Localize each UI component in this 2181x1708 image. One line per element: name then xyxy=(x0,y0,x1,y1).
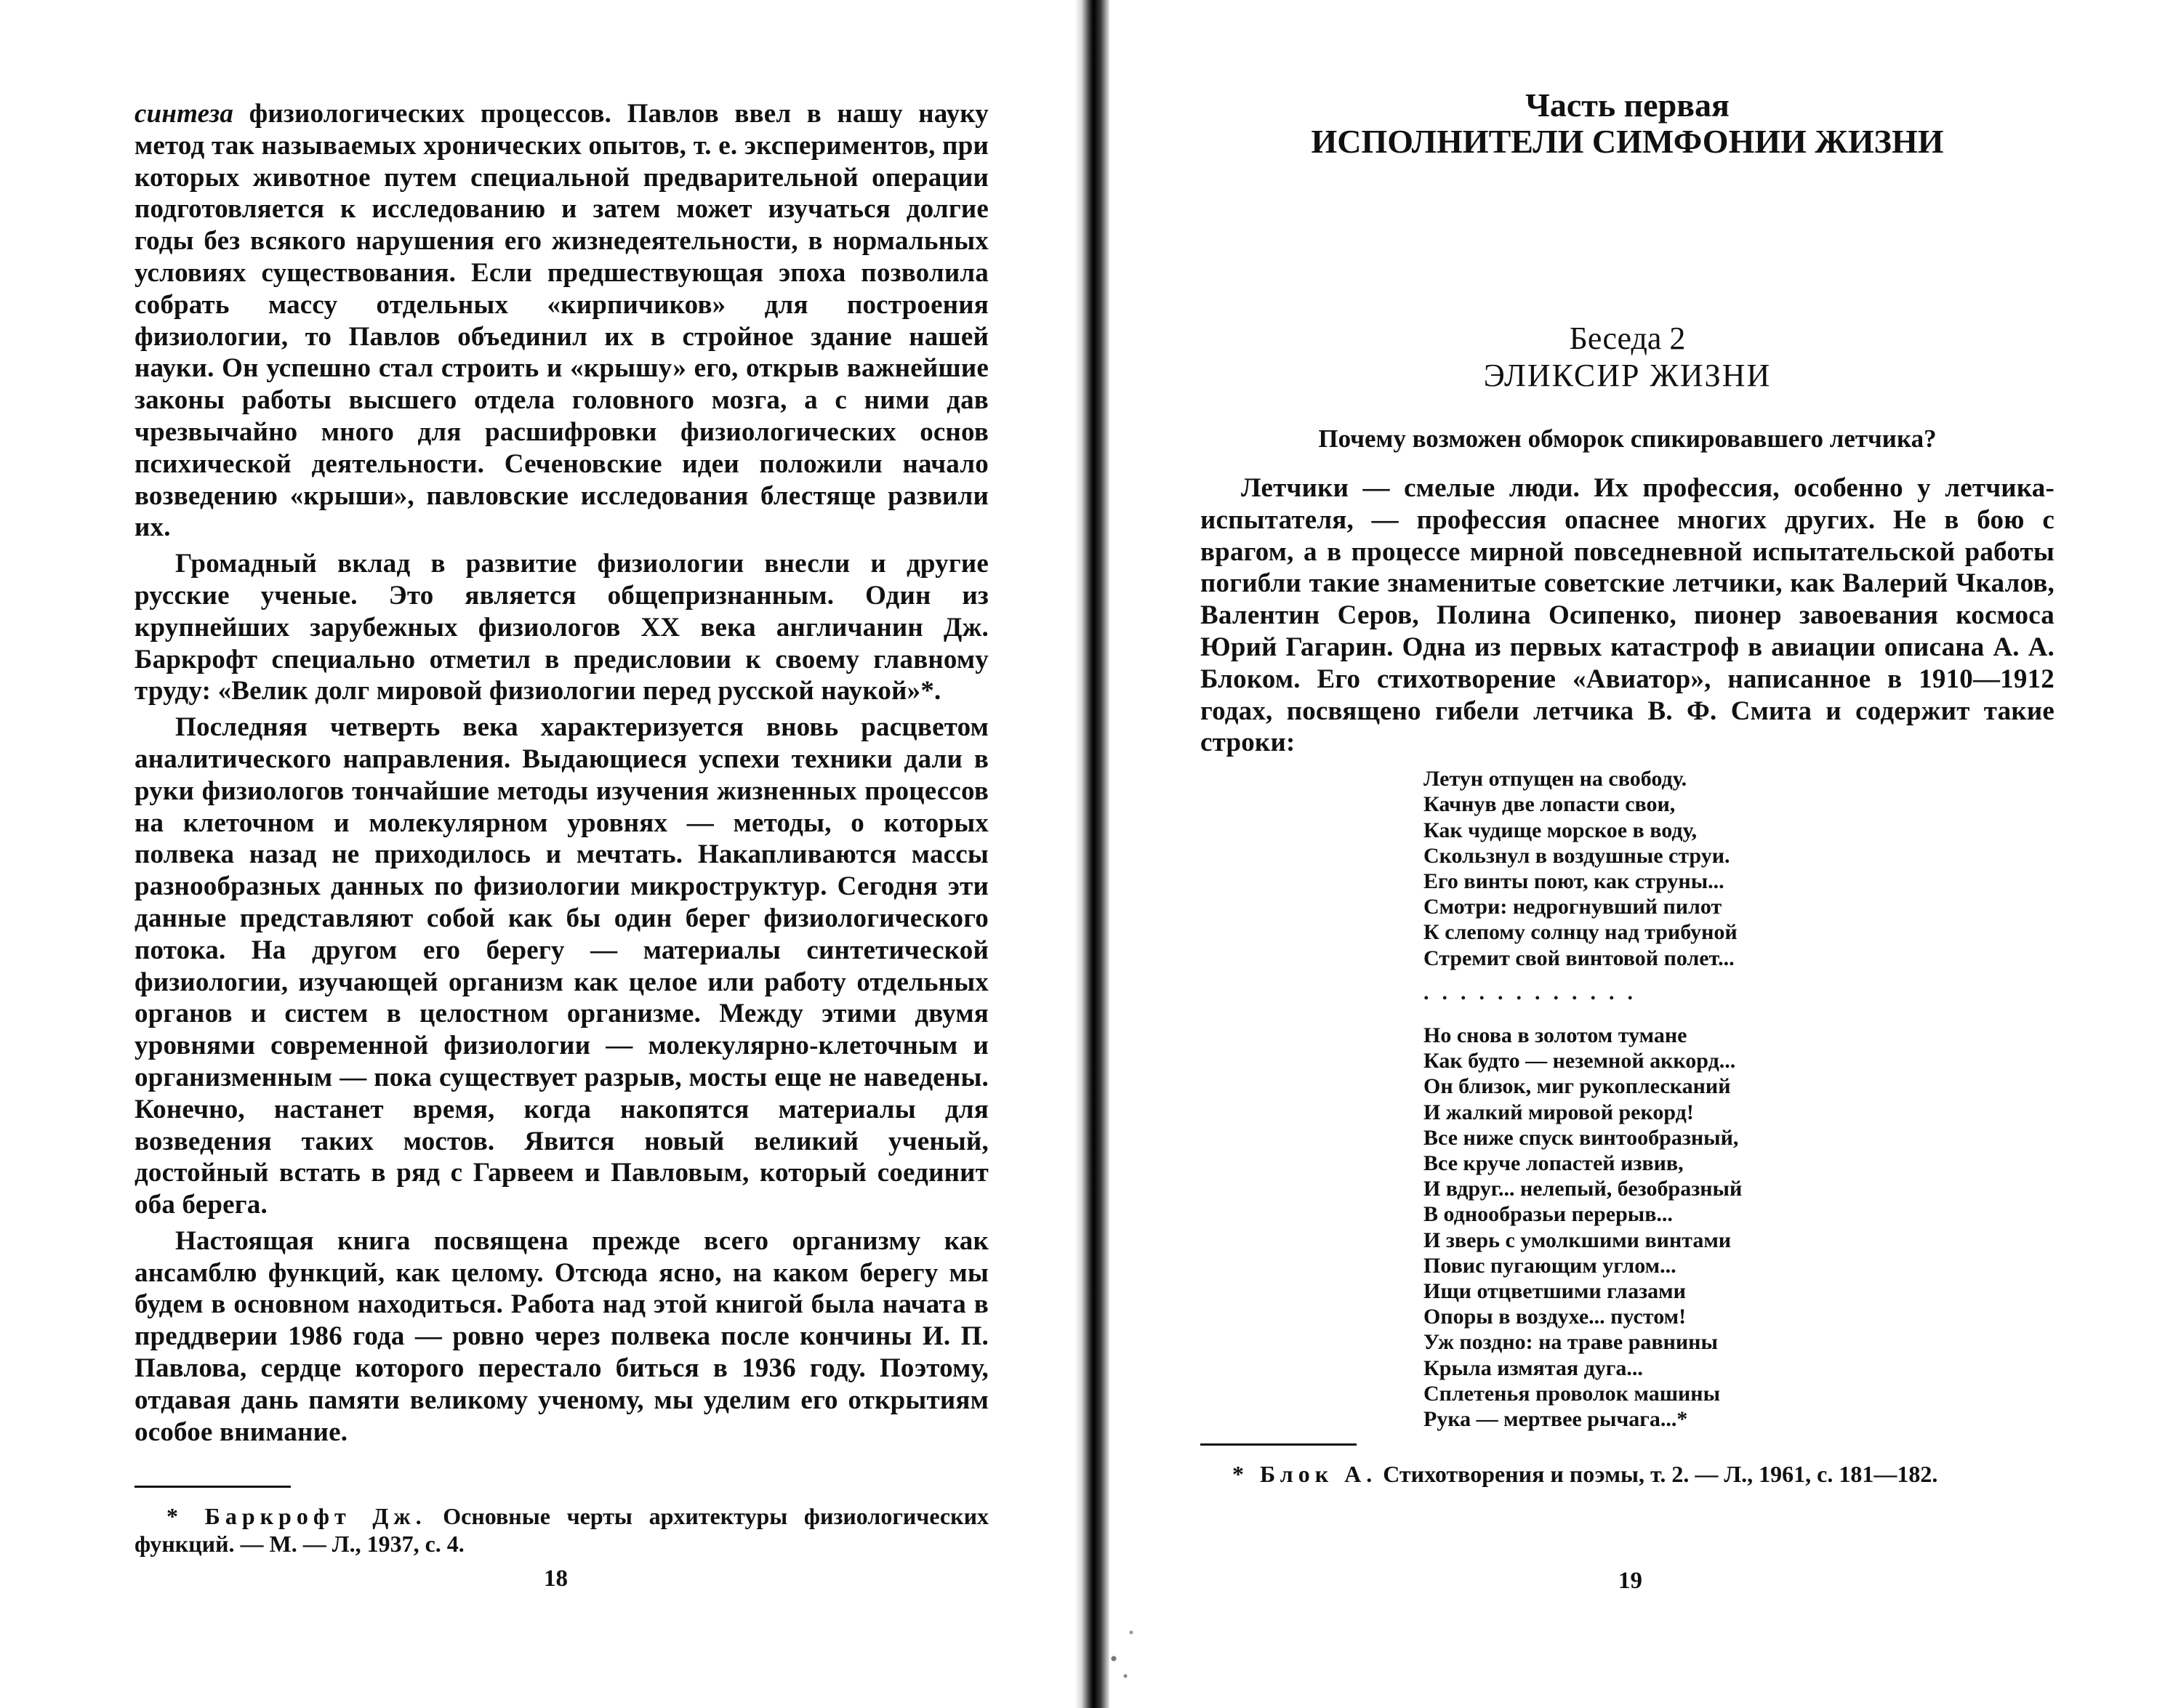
poem xyxy=(1423,766,2055,1432)
footnote xyxy=(134,1502,989,1558)
paragraph-1 xyxy=(134,98,989,544)
part-subtitle: ИСПОЛНИТЕЛИ СИМФОНИИ ЖИЗНИ xyxy=(1311,123,1944,160)
footnote-text: Стихотворения и поэмы, т. 2. — Л., 1961, с. 181—182. xyxy=(1377,1461,1938,1488)
footnote-author: * Блок А. xyxy=(1232,1461,1378,1488)
verse-line: Сплетенья проволок машины xyxy=(1423,1381,1721,1406)
verse-line: Летун отпущен на свободу. xyxy=(1423,767,1687,791)
verse-line: Качнув две лопасти свои, xyxy=(1423,792,1676,817)
verse-line: Уж поздно: на траве равнины xyxy=(1423,1330,1718,1355)
paragraph-text: физиологических процессов. Павлов ввел в нашу науку метод так называемых хронических опытов, т. е. экспериментов, при которых животное путем специальной предварительной операции подготовляется к исследованию и затем может изучаться долгие годы без всякого нарушения его жизнедеятельности, в нормальных условиях существования. Если предшествующая эпоха позволила собрать массу отдельных «кирпичиков» для построения физиологии, то Павлов объединил их в стройное здание нашей науки. Он успешно стал строить и «крышу» его, открыв важнейшие законы работы высшего отдела головного мозга, а с ними дав чрезвычайно много для расшифровки физиологических основ психической деятельности. Сеченовские идеи положили начало возведению «крыши», павловские исследования блестяще развили их. xyxy=(134,99,989,543)
intro-paragraph: Летчики — смелые люди. Их профессия, особенно у летчика-испытателя, — профессия опаснее многих других. Не в бою с врагом, а в процессе мирной повседневной испытательской работы погибли такие знаменитые советские летчики, как Валерий Чкалов, Валентин Серов, Полина Осипенко, пионер завоевания космоса Юрий Гагарин. Одна из первых катастроф в авиации описана А. А. Блоком. Его стихотворение «Авиатор», написанное в 1910—1912 годах, посвящено гибели летчика В. Ф. Смита и содержит такие строки: xyxy=(1200,473,2055,758)
verse-line: Стремит свой винтовой полет... xyxy=(1423,946,1735,970)
verse-line: Повис пугающим углом... xyxy=(1423,1253,1676,1278)
paragraph-4: Настоящая книга посвящена прежде всего организму как ансамблю функций, как целому. Отсюда ясно, на каком берегу мы будем в основном находиться. Работа над этой книгой была начата в преддверии 1986 года — ровно через полвека после кончины И. П. Павлова, сердце которого перестало биться в 1936 году. Поэтому, отдавая дань памяти великому ученому, мы уделим его открытиям особое внимание. xyxy=(134,1225,989,1447)
talk-number: Беседа 2 xyxy=(1569,321,1686,356)
paragraph-2: Громадный вклад в развитие физиологии внесли и другие русские ученые. Это является общепризнанным. Один из крупнейших зарубежных физиологов XX века англичанин Дж. Баркрофт специально отметил в предисловии к своему главному труду: «Велик долг мировой физиологии перед русской наукой»*. xyxy=(134,549,989,706)
verse-line: Крыла измятая дуга... xyxy=(1423,1355,1643,1380)
question-heading: Почему возможен обморок спикировавшего летчика? xyxy=(1318,424,1937,453)
footnote-rule xyxy=(1200,1443,1357,1446)
verse-line: Рука — мертвее рычага...* xyxy=(1423,1407,1688,1432)
verse-line: И зверь с умолкшими винтами xyxy=(1423,1228,1732,1252)
talk-title: ЭЛИКСИР ЖИЗНИ xyxy=(1483,358,1772,393)
verse-line: Скользнул в воздушные струи. xyxy=(1423,843,1730,868)
verse-line: Он близок, миг рукоплесканий xyxy=(1423,1074,1731,1099)
verse-ellipsis: ............ xyxy=(1423,980,1646,1004)
verse-line: Опоры в воздухе... пустом! xyxy=(1423,1305,1687,1329)
footnote-rule xyxy=(134,1486,291,1488)
right-page xyxy=(1109,0,2181,1708)
verse-line: К слепому солнцу над трибуной xyxy=(1423,920,1738,945)
footnote-author: * Баркрофт Дж. xyxy=(166,1503,427,1530)
verse-line: Как чудище морское в воду, xyxy=(1423,818,1698,842)
right-text-column xyxy=(1200,87,2055,1488)
verse-line: В однообразьи перерыв... xyxy=(1423,1202,1673,1227)
left-text-column xyxy=(134,98,989,1558)
left-page xyxy=(0,0,1075,1708)
verse-line: Ищи отцветшими глазами xyxy=(1423,1279,1686,1304)
footnote xyxy=(1200,1460,2055,1488)
verse-line: Все ниже спуск винтообразный, xyxy=(1423,1125,1739,1150)
book-gutter xyxy=(1075,0,1109,1708)
verse-line: Смотри: недрогнувший пилот xyxy=(1423,895,1722,919)
verse-line: Его винты поют, как струны... xyxy=(1423,869,1724,893)
italic-lead: синтеза xyxy=(134,99,234,129)
verse-line: Но снова в золотом тумане xyxy=(1423,1023,1687,1047)
paragraph-3: Последняя четверть века характеризуется вновь расцветом аналитического направления. Выдающиеся успехи техники дали в руки физиологов тончайшие методы изучения жизненных процессов на клеточном и молекулярном уровнях — методы, о которых полвека назад не приходилось и мечтать. Накапливаются массы разнообразных данных по физиологии микроструктур. Сегодня эти данные представляют собой как бы один берег физиологического потока. На другом его берегу — материалы синтетической физиологии, изучающей организм как целое или работу отдельных органов и систем в целостном организме. Между этими двумя уровнями современной физиологии — молекулярно-клеточным и организменным — пока существует разрыв, мосты еще не наведены. Конечно, настанет время, когда накопятся материалы для возведения таких мостов. Явится новый великий ученый, достойный встать в ряд с Гарвеем и Павловым, который соединит оба берега. xyxy=(134,712,989,1220)
page-number: 18 xyxy=(544,1566,568,1592)
verse-line: И вдруг... нелепый, безобразный xyxy=(1423,1177,1743,1201)
verse-line: Все круче лопастей извив, xyxy=(1423,1151,1684,1176)
footnote-text: Основные черты архитектуры физиологических функций. — М. — Л., 1937, с. 4. xyxy=(134,1503,989,1558)
verse-line: И жалкий мировой рекорд! xyxy=(1423,1100,1694,1124)
page-number: 19 xyxy=(1618,1568,1642,1594)
part-title: Часть первая xyxy=(1525,86,1730,124)
verse-line: Как будто — неземной аккорд... xyxy=(1423,1049,1736,1073)
